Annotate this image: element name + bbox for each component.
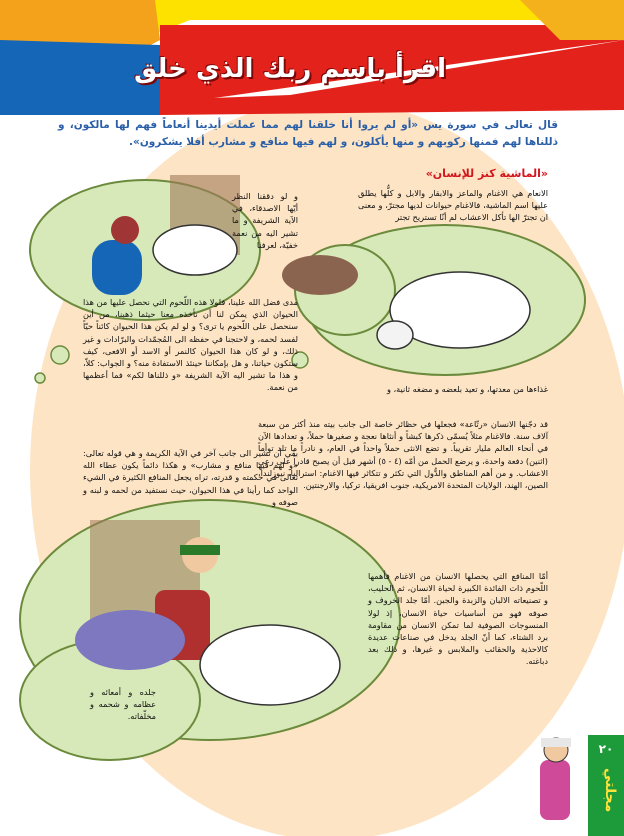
- intro-verse: قال تعالى في سورة يس «أو لم يروا أنا خلقنا لهم مما عملت أيدينا أنعاماً فهم لها مالكون، و ذللناها لهم فمنها ركوبهم و منها يأكلون، و لهم فيها منافع و مشارب أفلا يشكرون».: [58, 119, 558, 148]
- section-title: «الماشية كنز للإنسان»: [425, 167, 548, 180]
- body-paragraph-benefits-verse: بقي أن تشير الى جانب آخر في الآية الكريمة و هي قوله تعالى: «و لهم فيها منافع و مشارب» و هكذا دائماً يكون عطاء الله تعالى في حكمته و قدرته، تراه يجعل المنافع الكثيرة في الشيء الواحد كما رأينا في هذا الحيوان، حيث نستفيد من لحمه و لبنه و صوفه و: [83, 448, 298, 507]
- magazine-logo: مجلتي: [602, 767, 618, 813]
- body-paragraph-benefits: أمّا المنافع التي يحصلها الانسان من الاغنام فأهمها اللّحوم ذات الفائدة الكبيرة لحياة الانسان، ثم الحليب، و تصنيعاته الالبان والزبدة والجبن. أمّا جلد الخروف و صوفه فهو من أساسيات حياة الانسان، إذ لولا المنسوجات الصوفية لما تمكن الانسان من مقاومة برد الشتاء، كما أنّ الجلد يدخل في صناعات عديدة كالاحذية والحقائب والملابس و غيرها، و ذلك بعد دباغته.: [368, 571, 548, 667]
- girl-illustration: [540, 738, 571, 820]
- body-paragraph-digestion: غذاءها من معدتها، و تعيد بلعضه و مضغه ثانية، و: [386, 384, 548, 394]
- page-number: ٢٠: [598, 742, 614, 756]
- body-paragraph-byproducts: جلده و أمعائه و عظامه و شحمه و مخلّفاته.: [90, 687, 156, 722]
- body-paragraph-domestication: قد دجّنها الانسان «رتّاعة» فجعلها في حظائر خاصة الى جانب بيته منذ أكثر من سبعة آلاف سنة. فالاغنام مثلاً يُسمّى ذكرها كبشاً و أنثاها نعجة و صغيرها حملاً، و تعدادها الآن في أنحاء العالم مليار تقريباً. و تضع الانثى حملاً واحداً في العام، و نادراً ما تلد توأماً (اثنين) دفعة واحدة، و يرضع الحمل من أمّه (٤ - ٥) أشهر قبل أن يصبح قادراً على رعي الاعشاب. و من أهم المناطق والدُّول التي تكثر و تتكاثر فيها الاغنام: استراليا، نيوزلندا، الصين، الهند، الولايات المتحدة الامريكية، جنوب افريقيا، تركيا، والارجنتين.: [258, 419, 548, 491]
- body-paragraph-friends: و لو دققنا النظر أيّها الاصدقاء، في الآية الشريفة و ما تشير اليه من نعمة خفيّة، لعرفنا: [232, 191, 298, 250]
- body-paragraph-blessing: مدى فضل الله علينا، فلولا هذه اللّحوم التي نحصل عليها من هذا الحيوان الذي يمكن لنا أن نأخذه معنا حيثما ذهبنا، من أين سنحصل على اللّحوم يا ترى؟ و لو لم يكن هذا الحيوان كائناً حيّاً لفسد لحمه، و لاحتجنا في حفظه الى المُجمّدات والبرّادات و غير ذلك، و لو كان هذا الحيوان كالنمر أو الاسد أو الافعى، كيف ستكون حياتنا، و هل بإمكاننا حينئذ الاستفادة منه؟ و الجواب: كلاّ، و هذا ما تشير اليه الآية الشريفة «و ذللناها لكم» فما أعظمها من نعمة.: [83, 297, 298, 393]
- page-title: اقرأ باسم ربك الذي خلق: [134, 54, 446, 84]
- body-paragraph-livestock: الانعام هي الاغنام والماعز والابقار والابل و كلُّها يطلق عليها اسم الماشية، فالاغنام حيوانات لديها مجترّ، و معنى ان تجترّ الها تأكل الاعشاب لم أنّا تستريح تجتر: [358, 188, 548, 223]
